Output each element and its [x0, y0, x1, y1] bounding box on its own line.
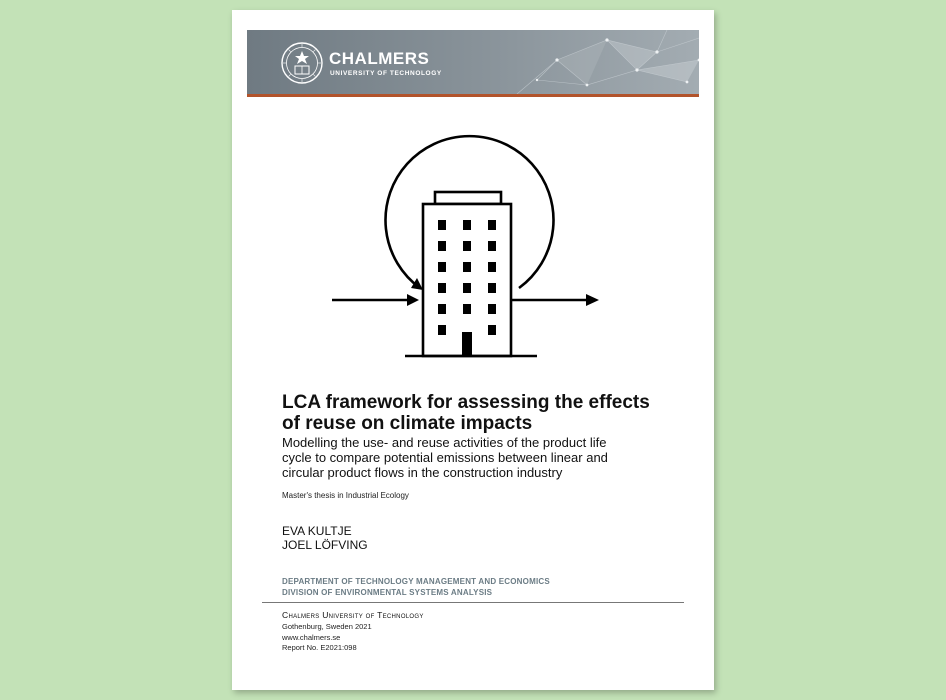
building-circular-flow-icon — [327, 120, 612, 360]
thesis-subtitle-line-2: cycle to compare potential emissions between linear and — [282, 450, 608, 465]
thesis-type: Master's thesis in Industrial Ecology — [282, 491, 409, 500]
author-name: EVA KULTJE — [282, 524, 352, 538]
divider — [262, 602, 684, 603]
thesis-title — [282, 392, 692, 434]
report-number: Report No. E2021:098 — [282, 643, 357, 652]
publication-info — [282, 622, 372, 654]
chalmers-seal-icon — [280, 41, 324, 85]
network-mesh-decoration — [497, 30, 699, 94]
thesis-subtitle-line-1: Modelling the use- and reuse activities of the product life — [282, 435, 607, 450]
chalmers-wordmark: CHALMERS — [329, 49, 430, 68]
division-name: DIVISION OF ENVIRONMENTAL SYSTEMS ANALYSIS — [282, 588, 493, 597]
department-name: DEPARTMENT OF TECHNOLOGY MANAGEMENT AND ECONOMICS — [282, 577, 550, 586]
department-block — [282, 576, 550, 598]
thesis-title-line-1: LCA framework for assessing the effects — [282, 392, 650, 413]
chalmers-wordmark-subtitle: UNIVERSITY OF TECHNOLOGY — [330, 70, 442, 77]
chalmers-banner — [247, 30, 699, 97]
website: www.chalmers.se — [282, 632, 341, 642]
location-year: Gothenburg, Sweden 2021 — [282, 622, 372, 631]
author-name: JOEL LÖFVING — [282, 538, 368, 552]
university-name: Chalmers University of Technology — [282, 610, 424, 620]
thesis-subtitle-line-3: circular product flows in the construction industry — [282, 465, 563, 480]
thesis-cover-page — [232, 10, 714, 690]
thesis-subtitle — [282, 435, 682, 480]
author-list — [282, 524, 368, 552]
thesis-title-line-2: of reuse on climate impacts — [282, 413, 533, 434]
